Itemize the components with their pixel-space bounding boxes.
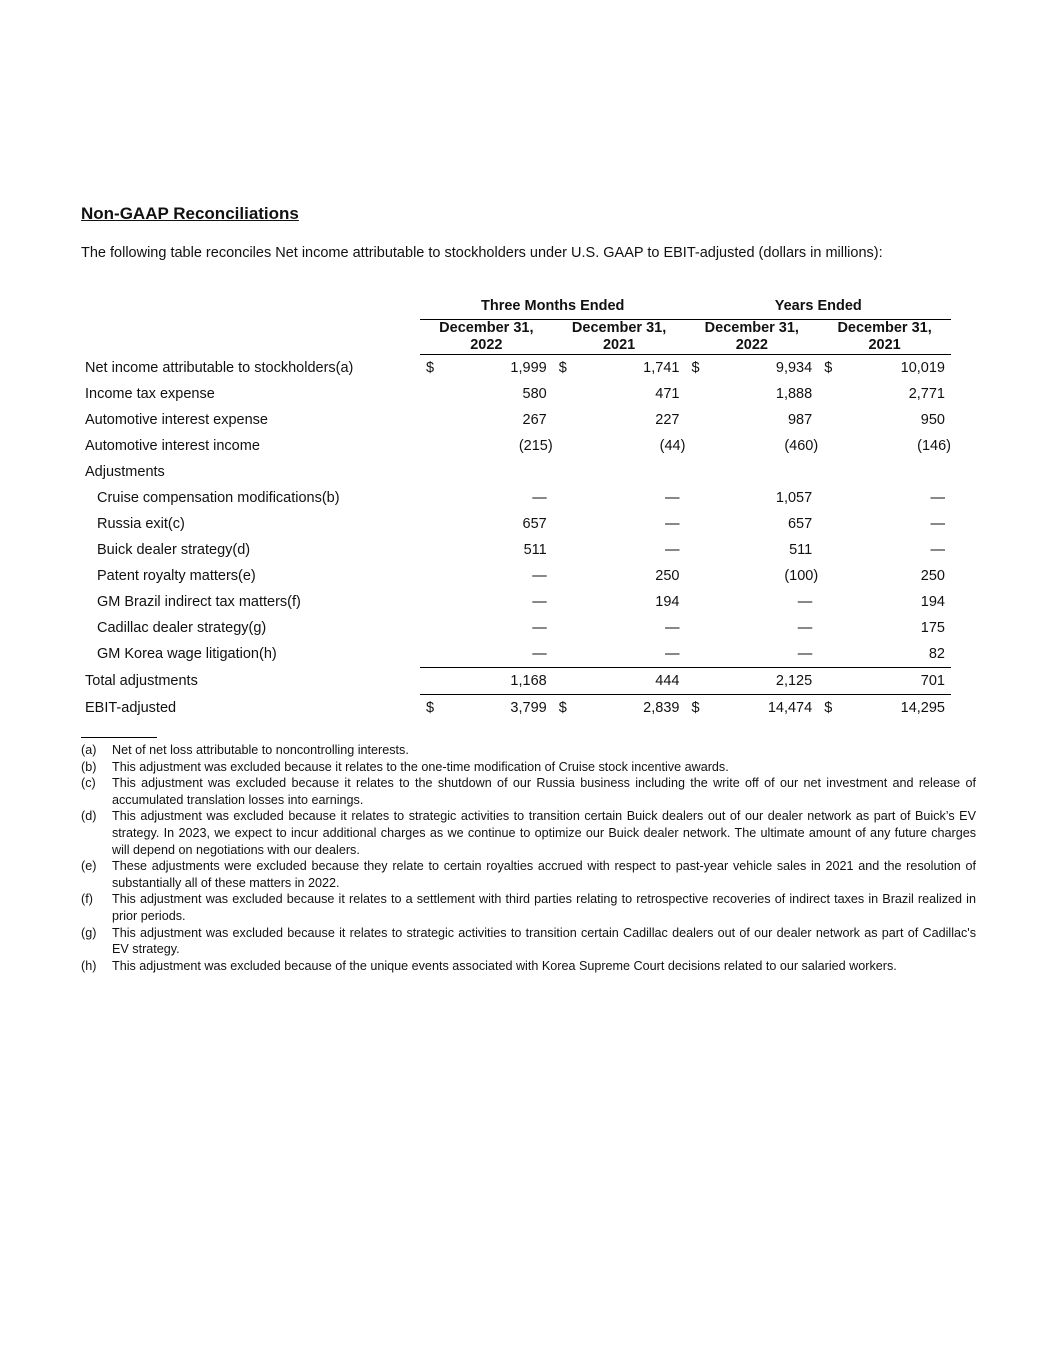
cell-value: 2,125 xyxy=(708,668,818,695)
table-row-total-adjustments xyxy=(81,668,951,695)
cell-value: — xyxy=(930,490,945,506)
currency-symbol: $ xyxy=(425,360,435,376)
table-row xyxy=(81,511,951,537)
cell-value: 1,999 xyxy=(510,360,547,376)
cell-value: 701 xyxy=(841,668,951,695)
cell-value: (100) xyxy=(784,568,819,584)
cell-value: 250 xyxy=(655,568,680,584)
cell-value: — xyxy=(532,568,547,584)
cell-value: 471 xyxy=(655,386,680,402)
row-label: Cadillac dealer strategy(g) xyxy=(97,620,267,636)
cell-value: — xyxy=(664,620,680,636)
cell-value: 444 xyxy=(576,668,686,695)
cell-value: — xyxy=(930,542,945,558)
row-label: Net income attributable to stockholders(a) xyxy=(85,359,354,376)
table-row xyxy=(81,433,951,459)
cell-value: 9,934 xyxy=(775,360,813,376)
cell-value: — xyxy=(797,620,813,636)
cell-value: 1,888 xyxy=(775,386,813,402)
footnote: (c) This adjustment was excluded because it relates to the shutdown of our Russia business including the write off of our net investment and release of accumulated translation losses into earnings. xyxy=(81,776,976,807)
cell-value: (44) xyxy=(659,438,686,454)
cell-value: — xyxy=(930,516,945,532)
currency-symbol: $ xyxy=(558,700,567,716)
currency-symbol: $ xyxy=(691,700,700,716)
currency-symbol: $ xyxy=(691,360,700,376)
footnote: (b) This adjustment was excluded because it relates to the one-time modification of Cruise stock incentive awards. xyxy=(81,759,729,774)
cell-value: — xyxy=(664,646,680,662)
cell-value: — xyxy=(664,516,680,532)
cell-value: — xyxy=(664,490,680,506)
cell-value: 1,168 xyxy=(443,668,553,695)
table-row xyxy=(81,381,951,407)
footnote: (d) This adjustment was excluded because it relates to strategic activities to transition certain Buick dealers out of our dealer network as part of Buick’s EV strategy. In 2023, we expect to incur additional charges as we continue to optimize our Buick dealer network. The ultimate amount of any future charges will depend on negotiations with our dealers. xyxy=(81,809,976,857)
currency-symbol: $ xyxy=(824,700,833,716)
column-header: December 31, 2022 xyxy=(420,320,553,355)
cell-value: (146) xyxy=(917,438,951,454)
cell-value: — xyxy=(532,646,547,662)
table-row xyxy=(81,615,951,641)
column-header-row xyxy=(81,320,951,355)
cell-value: 580 xyxy=(522,386,547,402)
cell-value: — xyxy=(797,594,813,610)
table-row xyxy=(81,407,951,433)
cell-value: — xyxy=(797,646,813,662)
cell-value: 227 xyxy=(655,412,680,428)
row-label: Adjustments xyxy=(85,464,165,480)
cell-value: 950 xyxy=(920,412,945,428)
cell-value: 1,741 xyxy=(643,360,680,376)
footnote: (g) This adjustment was excluded because it relates to strategic activities to transition certain Cadillac dealers out of our dealer network as part of Cadillac's EV strategy. xyxy=(81,925,976,957)
footnote-divider xyxy=(81,737,157,738)
table-row-ebit-adjusted xyxy=(81,695,951,722)
row-label: Automotive interest income xyxy=(85,438,260,454)
cell-value: 267 xyxy=(522,412,547,428)
cell-value: 194 xyxy=(655,594,680,610)
table-row xyxy=(81,485,951,511)
cell-value: 82 xyxy=(928,646,945,662)
column-header: December 31, 2021 xyxy=(818,320,951,355)
row-label: GM Korea wage litigation(h) xyxy=(97,646,277,663)
intro-text: The following table reconciles Net income attributable to stockholders under U.S. GAAP to EBIT-adjusted (dollars in millions): xyxy=(81,245,883,261)
cell-value: 987 xyxy=(787,412,813,428)
currency-symbol: $ xyxy=(824,360,833,376)
row-label: Cruise compensation modifications(b) xyxy=(97,490,340,506)
cell-value: — xyxy=(532,594,547,610)
row-label: Buick dealer strategy(d) xyxy=(97,542,251,558)
column-header: December 31, 2021 xyxy=(553,320,686,355)
page-title: Non-GAAP Reconciliations xyxy=(81,204,299,223)
cell-value: 250 xyxy=(920,568,945,584)
table-row xyxy=(81,589,951,615)
cell-value: 657 xyxy=(787,516,813,532)
cell-value: (215) xyxy=(518,438,553,454)
row-label: GM Brazil indirect tax matters(f) xyxy=(97,594,301,610)
table-row xyxy=(81,641,951,668)
cell-value: 194 xyxy=(920,594,945,610)
cell-value: — xyxy=(532,620,547,636)
cell-value: 175 xyxy=(920,620,945,636)
group-header-three-months: Three Months Ended xyxy=(420,293,686,320)
table-row xyxy=(81,537,951,563)
cell-value: (460) xyxy=(784,438,819,454)
row-label: Total adjustments xyxy=(85,673,198,689)
currency-symbol: $ xyxy=(425,700,435,716)
footnote: (h) This adjustment was excluded because of the unique events associated with Korea Supreme Court decisions related to our salaried workers. xyxy=(81,958,897,973)
row-label: Russia exit(c) xyxy=(97,516,185,532)
row-label: EBIT-adjusted xyxy=(85,699,177,716)
cell-value: 2,771 xyxy=(908,386,945,402)
row-label: Income tax expense xyxy=(85,386,215,402)
cell-value: 1,057 xyxy=(775,490,813,506)
cell-value: 14,474 xyxy=(767,700,813,716)
cell-value: 657 xyxy=(522,516,547,532)
cell-value: 14,295 xyxy=(900,700,945,716)
cell-value: — xyxy=(664,542,680,558)
table-row xyxy=(81,355,951,382)
row-label: Automotive interest expense xyxy=(85,412,268,428)
group-header-row xyxy=(81,293,951,320)
group-header-years: Years Ended xyxy=(685,293,951,320)
currency-symbol: $ xyxy=(558,360,567,376)
footnote: (f) This adjustment was excluded because it relates to a settlement with third parties relating to retrospective recoveries of indirect taxes in Brazil realized in prior periods. xyxy=(81,892,976,923)
cell-value: 511 xyxy=(523,542,547,558)
column-header: December 31, 2022 xyxy=(685,320,818,355)
footnotes xyxy=(81,742,976,974)
table-row xyxy=(81,563,951,589)
cell-value: 3,799 xyxy=(510,700,547,716)
row-label: Patent royalty matters(e) xyxy=(97,568,256,584)
reconciliation-table xyxy=(81,293,951,721)
table-row xyxy=(81,459,951,485)
footnote: (e) These adjustments were excluded because they relate to certain royalties accrued with respect to past-year vehicle sales in 2021 and the resolution of substantially all of these matters in 2022. xyxy=(81,859,976,890)
footnote: (a) Net of net loss attributable to noncontrolling interests. xyxy=(81,743,409,757)
cell-value: 10,019 xyxy=(900,360,945,376)
cell-value: — xyxy=(532,490,547,506)
cell-value: 2,839 xyxy=(643,700,680,716)
cell-value: 511 xyxy=(789,542,813,558)
